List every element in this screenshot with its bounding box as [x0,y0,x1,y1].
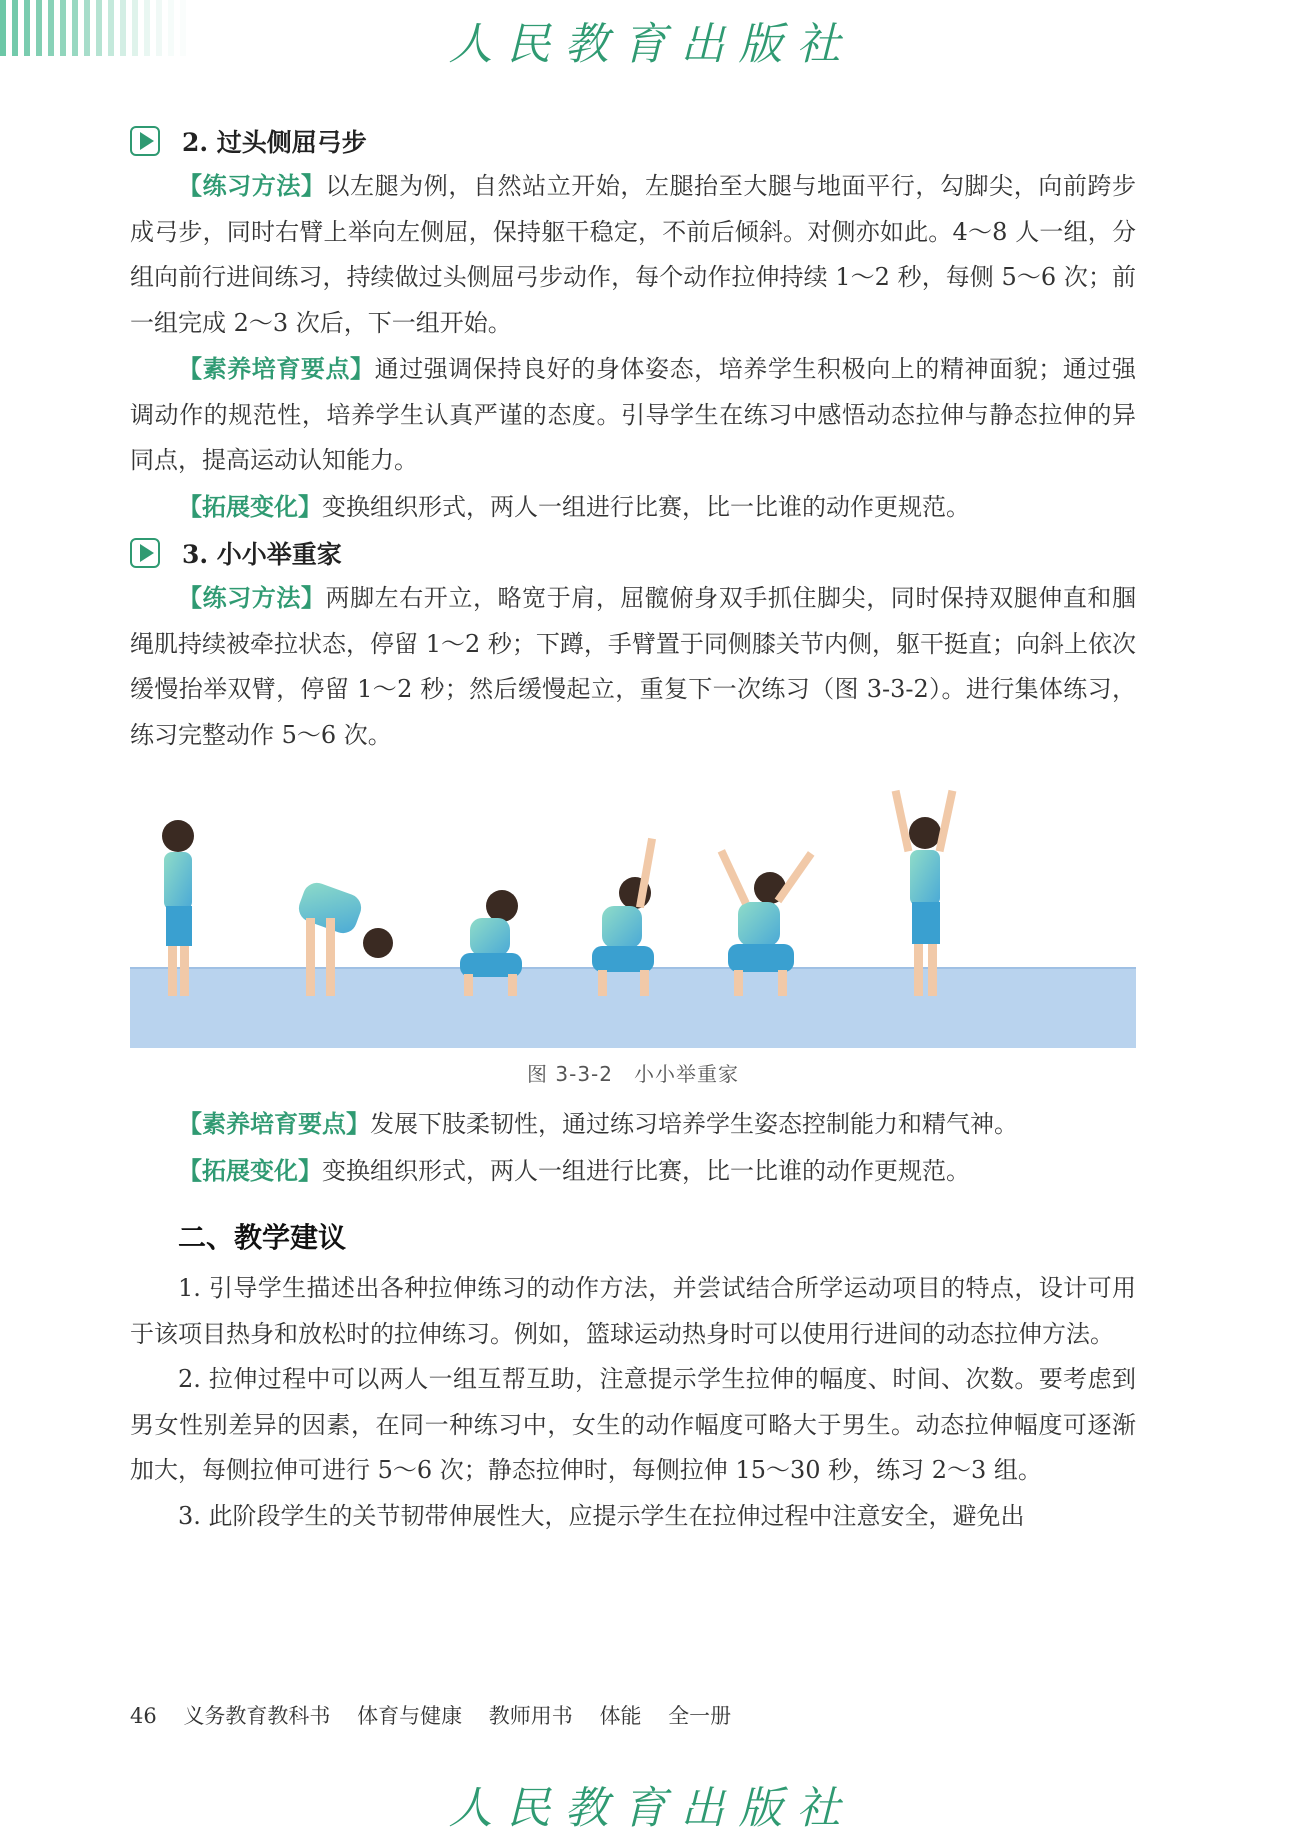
teaching-paragraph-1: 1. 引导学生描述出各种拉伸练习的动作方法，并尝试结合所学运动项目的特点，设计可用于该项目热身和放松时的拉伸练习。例如，篮球运动热身时可以使用行进间的动态拉伸方法。 [130,1274,1136,1348]
method-tag: 【练习方法】 [178,583,326,612]
footer-volume: 全一册 [668,1704,732,1728]
exercise-figure [130,788,1136,1048]
section-title: 3. 小小举重家 [182,539,342,569]
play-icon [130,538,160,568]
extend-tag: 【拓展变化】 [178,1155,322,1185]
extend-text: 变换组织形式，两人一组进行比赛，比一比谁的动作更规范。 [322,492,970,521]
exercise-illustration [130,788,1136,1048]
quality-tag: 【素养培育要点】 [178,354,375,383]
quality-text: 发展下肢柔韧性，通过练习培养学生姿态控制能力和精气神。 [370,1110,1018,1138]
publisher-logo-bottom: 人民教育出版社 [448,1783,855,1834]
section-heading-2 [130,118,1136,163]
quality-paragraph [130,1101,1136,1148]
footer-type: 教师用书 [488,1704,573,1728]
teaching-heading: 二、教学建议 [178,1221,347,1254]
method-tag: 【练习方法】 [178,171,326,200]
floor [130,968,1136,1048]
method-text: 以左腿为例，自然站立开始，左腿抬至大腿与地面平行，勾脚尖，向前跨步成弓步，同时右臂上举向左侧屈，保持躯干稳定，不前后倾斜。对侧亦如此。4～8 人一组，分组向前行进间练习，持续做过头侧屈弓步动作，每个动作拉伸持续 1～2 秒，每侧 5～6 次；前一组完成 2～3 次后，下一组开始。 [130,172,1137,337]
quality-tag: 【素养培育要点】 [178,1109,370,1138]
footer-book: 义务教育教科书 [183,1704,331,1728]
publisher-logo-top: 人民教育出版社 [448,19,855,70]
method-text: 两脚左右开立，略宽于肩，屈髋俯身双手抓住脚尖，同时保持双腿伸直和腘绳肌持续被牵拉状态，停留 1～2 秒；下蹲，手臂置于同侧膝关节内侧，躯干挺直；向斜上依次缓慢抬举双臂，停留 1～2 秒；然后缓慢起立，重复下一次练习（图 3-3-2）。进行集体练习，练习完整动作 5～6 次。 [130,584,1137,749]
extend-paragraph [130,1148,1136,1195]
quality-text: 通过强调保持良好的身体姿态，培养学生积极向上的精神面貌；通过强调动作的规范性，培养学生认真严谨的态度。引导学生在练习中感悟动态拉伸与静态拉伸的异同点，提高运动认知能力。 [130,355,1137,474]
section-heading-3 [130,530,1136,575]
page-content [130,118,1136,1539]
figure-caption: 图 3-3-2 小小举重家 [527,1062,739,1086]
extend-tag: 【拓展变化】 [178,491,322,521]
page-footer [130,1700,751,1730]
footer-topic: 体能 [599,1704,642,1728]
extend-paragraph [130,484,1136,531]
teaching-paragraph-2: 2. 拉伸过程中可以两人一组互帮互助，注意提示学生拉伸的幅度、时间、次数。要考虑到男女性别差异的因素，在同一种练习中，女生的动作幅度可略大于男生。动态拉伸幅度可逐渐加大，每侧拉伸可进行 5～6 次；静态拉伸时，每侧拉伸 15～30 秒，练习 2～3 组。 [130,1365,1136,1484]
method-paragraph [130,575,1136,758]
quality-paragraph [130,346,1136,484]
play-icon [130,126,160,156]
figure-standing-arms-up [892,790,957,996]
teaching-paragraph-3: 3. 此阶段学生的关节韧带伸展性大，应提示学生在拉伸过程中注意安全，避免出 [178,1501,1025,1530]
section-title: 2. 过头侧屈弓步 [182,127,367,157]
footer-subject: 体育与健康 [357,1704,463,1728]
extend-text: 变换组织形式，两人一组进行比赛，比一比谁的动作更规范。 [322,1156,970,1185]
method-paragraph [130,163,1136,346]
page-number: 46 [130,1704,157,1728]
